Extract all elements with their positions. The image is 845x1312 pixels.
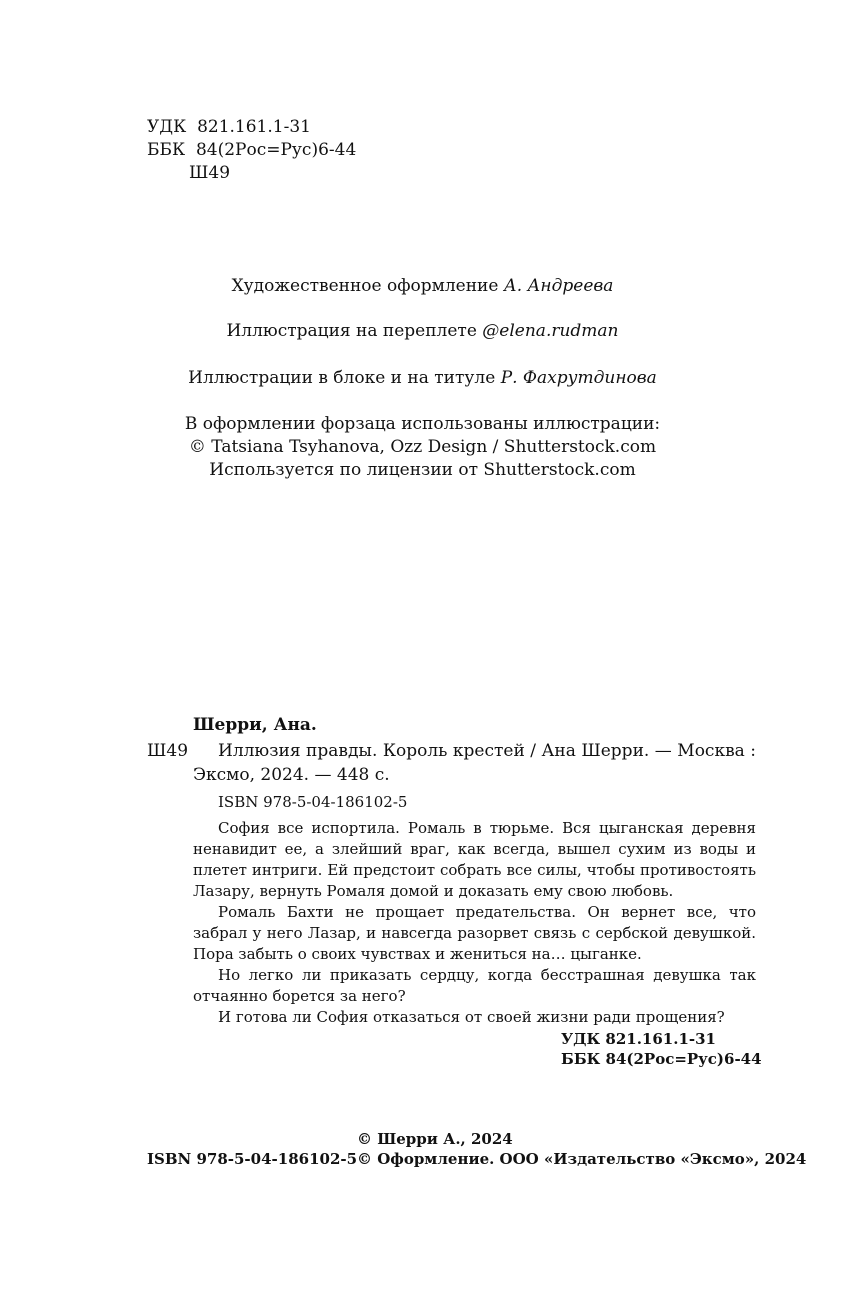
license-line-3: Используется по лицензии от Shutterstock.com	[209, 460, 636, 480]
catalog-isbn: ISBN 978-5-04-186102-5	[218, 793, 408, 811]
annotation-paragraph-2: Ромаль Бахти не прощает предательства. Он вернет все, что забрал у него Лазар, и навсегда разорвет связь с сербской девушкой. Пора забыть о своих чувствах и жениться на… цыганке.	[193, 903, 756, 963]
license-line-1: В оформлении форзаца использованы иллюстрации:	[184, 414, 661, 434]
footer-isbn: ISBN 978-5-04-186102-5	[147, 1150, 358, 1168]
license-line-2: © Tatsiana Tsyhanova, Ozz Design / Shutterstock.com	[188, 437, 657, 457]
author-mark-top: Ш49	[189, 163, 231, 183]
annotation-paragraph-3: Но легко ли приказать сердцу, когда бесстрашная девушка так отчаянно борется за него?	[193, 966, 756, 1005]
catalog-bbk: ББК 84(2Рос=Рус)6-44	[561, 1050, 762, 1068]
credit-cover-text: Иллюстрация на переплете	[226, 321, 483, 341]
bbk-label: ББК	[147, 140, 186, 160]
catalog-mark: Ш49	[147, 741, 189, 761]
udk-label: УДК	[147, 117, 187, 137]
credit-inner-text: Иллюстрации в блоке и на титуле	[188, 368, 501, 388]
catalog-title-line2: Эксмо, 2024. — 448 с.	[193, 765, 390, 785]
credit-cover-name: @elena.rudman	[482, 321, 619, 341]
catalog-udk: УДК 821.161.1-31	[561, 1030, 716, 1048]
annotation-paragraph-1: София все испортила. Ромаль в тюрьме. Вся цыганская деревня ненавидит ее, а злейший враг, как всегда, вышел сухим из воды и плетет интриги. Ей предстоит собрать все силы, чтобы противостоять Лазару, вернуть Ромаля домой и доказать ему свою любовь.	[193, 819, 756, 900]
annotation-paragraph-4: И готова ли София отказаться от своей жизни ради прощения?	[218, 1008, 725, 1026]
credit-design-text: Художественное оформление	[231, 276, 504, 296]
credit-design-name: А. Андреева	[503, 276, 614, 296]
credit-cover	[0, 321, 845, 341]
copyright-author: © Шерри А., 2024	[357, 1130, 513, 1148]
credit-inner-name: Р. Фахрутдинова	[500, 368, 657, 388]
credit-design	[0, 276, 845, 296]
bbk-value: 84(2Рос=Рус)6-44	[195, 140, 357, 160]
copyright-design: © Оформление. ООО «Издательство «Эксмо», 2024	[357, 1150, 807, 1168]
annotation	[193, 818, 756, 1028]
catalog-author: Шерри, Ана.	[193, 715, 317, 735]
credit-inner	[0, 368, 845, 388]
udk-top	[147, 116, 311, 139]
catalog-title-line1: Иллюзия правды. Король крестей / Ана Шерри. — Москва :	[218, 741, 756, 761]
udk-value: 821.161.1-31	[197, 117, 311, 137]
bbk-top	[147, 139, 356, 162]
